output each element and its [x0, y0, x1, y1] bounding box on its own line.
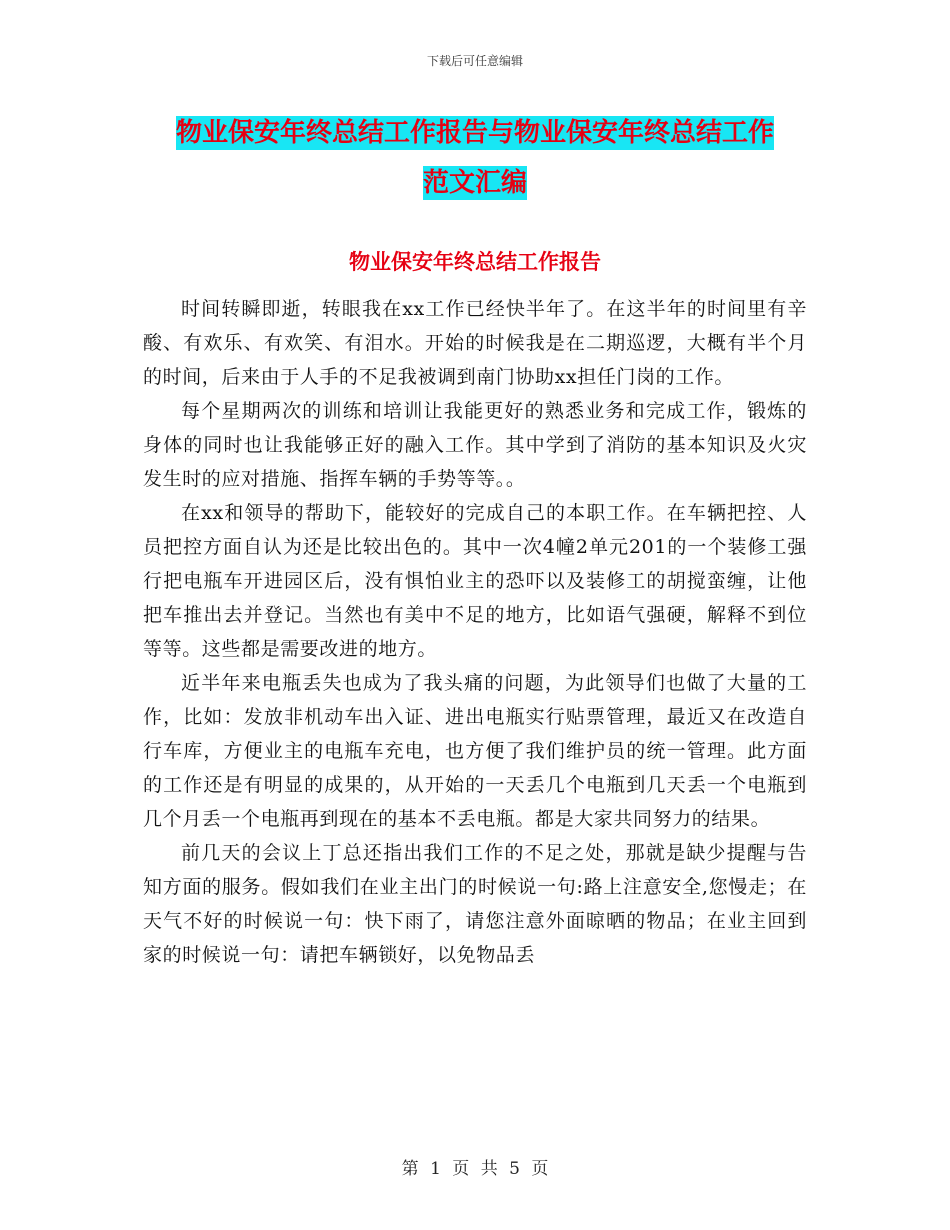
main-title: [90, 108, 860, 208]
section-title: 物业保安年终总结工作报告: [349, 249, 601, 274]
body-text: [143, 292, 807, 972]
page-footer: 第 1 页 共 5 页: [401, 1159, 549, 1179]
paragraph-5: 前几天的会议上丁总还指出我们工作的不足之处，那就是缺少提醒与告知方面的服务。假如我们在业主出门的时候说一句:路上注意安全,您慢走；在天气不好的时候说一句：快下雨了，请您注意外面晾晒的物品；在业主回到家的时候说一句：请把车辆锁好，以免物品丢: [143, 842, 807, 966]
main-title-line-1: 物业保安年终总结工作报告与物业保安年终总结工作: [175, 118, 774, 148]
main-title-line-2: 范文汇编: [422, 168, 527, 198]
paragraph-1: 时间转瞬即逝，转眼我在xx工作已经快半年了。在这半年的时间里有辛酸、有欢乐、有欢笑、有泪水。开始的时候我是在二期巡逻，大概有半个月的时间，后来由于人手的不足我被调到南门协助xx担任门岗的工作。: [143, 298, 807, 388]
paragraph-2: 每个星期两次的训练和培训让我能更好的熟悉业务和完成工作，锻炼的身体的同时也让我能够正好的融入工作。其中学到了消防的基本知识及火灾发生时的应对措施、指挥车辆的手势等等。。: [143, 400, 807, 490]
header-note: 下载后可任意编辑: [426, 54, 523, 68]
paragraph-4: 近半年来电瓶丢失也成为了我头痛的问题，为此领导们也做了大量的工作，比如：发放非机动车出入证、进出电瓶实行贴票管理，最近又在改造自行车库，方便业主的电瓶车充电，也方便了我们维护员的统一管理。此方面的工作还是有明显的成果的，从开始的一天丢几个电瓶到几天丢一个电瓶到几个月丢一个电瓶再到现在的基本不丢电瓶。都是大家共同努力的结果。: [143, 672, 807, 830]
paragraph-3: 在xx和领导的帮助下，能较好的完成自己的本职工作。在车辆把控、人员把控方面自认为还是比较出色的。其中一次4幢2单元201的一个装修工强行把电瓶车开进园区后，没有惧怕业主的恐吓以及装修工的胡搅蛮缠，让他把车推出去并登记。当然也有美中不足的地方，比如语气强硬，解释不到位等等。这些都是需要改进的地方。: [143, 502, 807, 660]
